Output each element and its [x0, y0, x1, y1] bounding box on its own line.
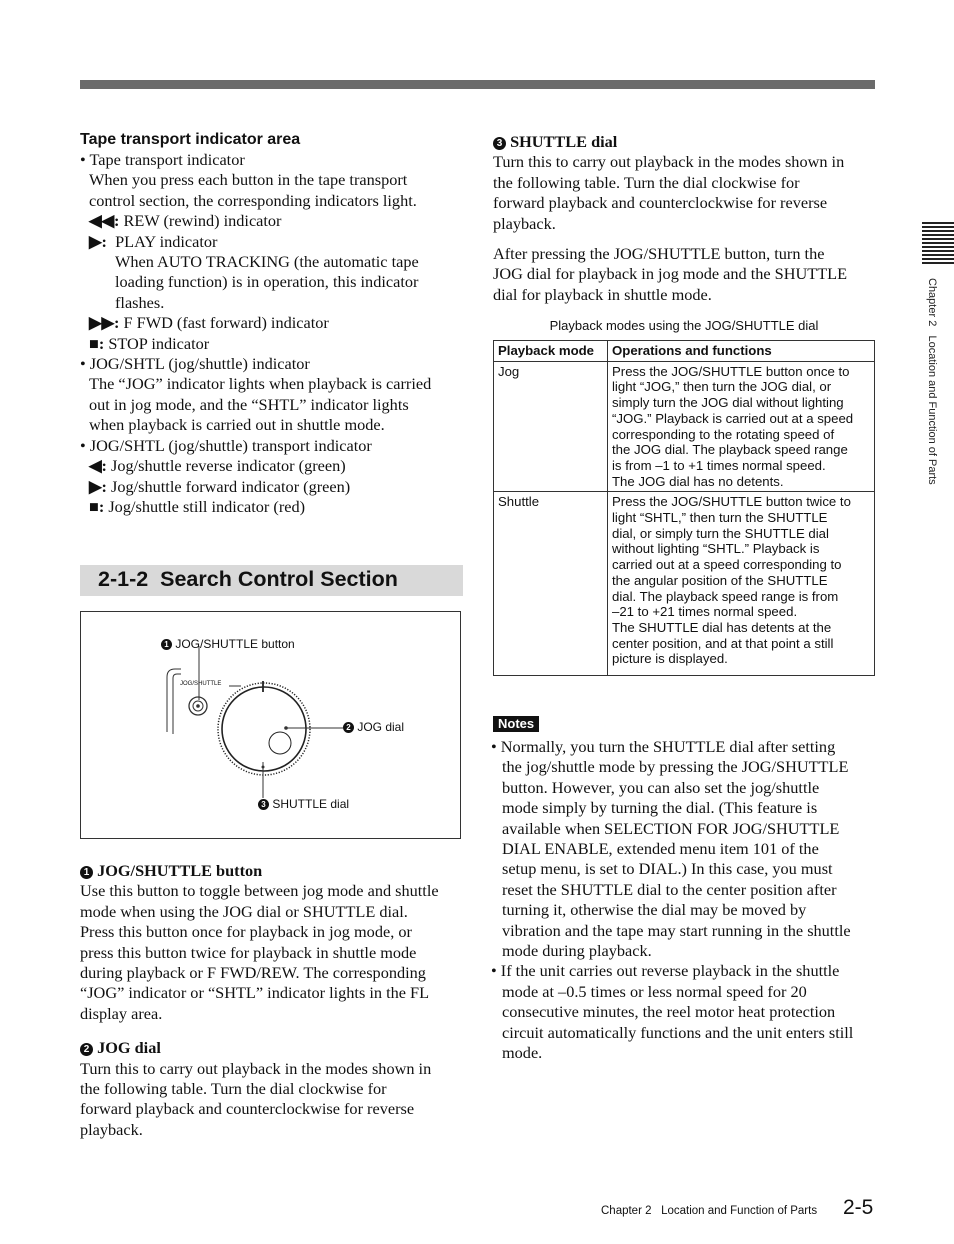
- rew-text: REW (rewind) indicator: [119, 211, 282, 231]
- still-line: [80, 497, 470, 517]
- note1-line: button. However, you can also set the jog/shuttle: [502, 777, 820, 797]
- shuttle-desc-line: the angular position of the SHUTTLE: [612, 572, 828, 588]
- jog-desc-line: simply turn the JOG dial without lighting: [612, 395, 844, 411]
- jogbtn-line-2: mode when using the JOG dial or SHUTTLE dial.: [80, 901, 408, 921]
- table-header-row: [494, 341, 875, 362]
- ff-line: [80, 313, 470, 333]
- playback-modes-table: [493, 340, 875, 676]
- table-cell-mode: Shuttle: [494, 492, 608, 676]
- number-2-icon: 2: [343, 722, 354, 733]
- play-text: PLAY indicator: [106, 231, 218, 251]
- shuttle-desc-line: dial. The playback speed range is from: [612, 588, 839, 604]
- section-heading-bar: [80, 565, 463, 596]
- after-line-2: JOG dial for playback in jog mode and the SHUTTLE: [493, 264, 848, 284]
- shuttle-heading: [493, 132, 878, 152]
- reverse-icon: ◀:: [89, 456, 107, 476]
- figure-label-1-text: JOG/SHUTTLE button: [175, 637, 295, 651]
- fwd-text: Jog/shuttle forward indicator (green): [106, 476, 351, 496]
- tape-desc-2: control section, the corresponding indicators light.: [89, 190, 417, 210]
- table-cell-desc: [608, 492, 875, 676]
- figure-label-2-text: JOG dial: [357, 720, 405, 734]
- fast-forward-icon: ▶▶:: [89, 313, 120, 333]
- jogbtn-line-4: press this button twice for playback in shuttle mode: [80, 942, 417, 962]
- bullet-tape-transport: • Tape transport indicator: [80, 150, 245, 169]
- shuttle-desc-line: without lighting “SHTL.” Playback is: [612, 541, 820, 557]
- section-title: 2-1-2 Search Control Section: [98, 567, 398, 591]
- jogdial-line-1: Turn this to carry out playback in the modes shown in: [80, 1058, 432, 1078]
- figure-label-3-text: SHUTTLE dial: [272, 797, 350, 811]
- shuttle-line-2: the following table. Turn the dial clockwise for: [493, 172, 800, 192]
- jogbtn-line-6: “JOG” indicator or “SHTL” indicator lights in the FL: [80, 983, 430, 1003]
- header-rule: [80, 80, 875, 89]
- stop-line: [80, 334, 470, 354]
- notes-label: Notes: [493, 716, 539, 732]
- note1-line: turning it, otherwise the dial may be moved by: [502, 900, 807, 920]
- note2-line: • If the unit carries out reverse playback in the shuttle: [491, 961, 840, 981]
- stop-text: STOP indicator: [104, 333, 210, 353]
- jogbtn-line-7: display area.: [80, 1003, 163, 1023]
- tape-desc-1: When you press each button in the tape transport: [89, 170, 408, 190]
- note1-line: mode simply by turning the dial. (This feature is: [502, 798, 818, 818]
- shuttle-desc-line: picture is displayed.: [612, 651, 728, 667]
- jogbtn-line-1: Use this button to toggle between jog mode and shuttle: [80, 881, 439, 901]
- still-text: Jog/shuttle still indicator (red): [104, 496, 306, 516]
- jog-shtl-desc-2: out in jog mode, and the “SHTL” indicator lights: [89, 394, 409, 414]
- tape-indicator-section: [80, 130, 470, 517]
- jog-desc-line: The JOG dial has no detents.: [612, 473, 784, 489]
- number-1-icon: 1: [161, 639, 172, 650]
- jog-desc-line: corresponding to the rotating speed of: [612, 426, 835, 442]
- note1-line: mode during playback.: [502, 941, 652, 961]
- rev-line: [80, 456, 470, 476]
- figure-label-3: [258, 797, 349, 811]
- table-row: [494, 492, 875, 676]
- rew-line: [80, 211, 470, 231]
- footer-chapter: Chapter 2 Location and Function of Parts: [601, 1205, 818, 1217]
- table-cell-desc: [608, 361, 875, 492]
- jogbtn-line-3: Press this button once for playback in jog mode, or: [80, 922, 412, 942]
- jogdial-heading: [80, 1038, 470, 1058]
- note2-line: circuit automatically functions and the unit enters still: [502, 1022, 854, 1042]
- jog-shuttle-button-section: [80, 861, 470, 1140]
- shuttle-desc-line: light “SHTL,” then turn the SHUTTLE: [612, 510, 828, 526]
- tape-heading: Tape transport indicator area: [80, 131, 301, 148]
- shuttle-desc-line: Press the JOG/SHUTTLE button twice to: [612, 494, 851, 510]
- jog-shtl-desc-1: The “JOG” indicator lights when playback is carried: [89, 374, 432, 394]
- note1-line: the jog/shuttle mode by pressing the JOG/SHUTTLE: [502, 757, 849, 777]
- play-desc-1: When AUTO TRACKING (the automatic tape: [115, 252, 419, 272]
- shuttle-dial-section: [493, 132, 878, 305]
- shuttle-title: SHUTTLE dial: [510, 132, 618, 151]
- jogbtn-line-5: during playback or F FWD/REW. The corresponding: [80, 963, 426, 983]
- note1-line: reset the SHUTTLE dial to the center position after: [502, 879, 837, 899]
- note2-line: consecutive minutes, the reel motor heat protection: [502, 1002, 836, 1022]
- jog-desc-line: “JOG.” Playback is carried out at a speed: [612, 410, 854, 426]
- chapter-tab-marker: [922, 222, 954, 268]
- jogbtn-title: JOG/SHUTTLE button: [97, 861, 263, 880]
- jog-shuttle-figure: [80, 611, 461, 839]
- jog-desc-line: the JOG dial. The playback speed range: [612, 442, 848, 458]
- number-1-icon: 1: [80, 866, 93, 879]
- jogbtn-heading: [80, 861, 470, 881]
- table-header: Playback mode: [494, 341, 608, 362]
- jog-shtl-desc-3: when playback is carried out in shuttle mode.: [89, 415, 385, 435]
- note2-line: mode.: [502, 1043, 543, 1063]
- after-line-1: After pressing the JOG/SHUTTLE button, turn the: [493, 244, 825, 264]
- figure-label-2: [343, 720, 404, 734]
- note1-line: setup menu, is set to DIAL.) In this case, you must: [502, 859, 833, 879]
- rew-icon: ◀◀:: [89, 211, 120, 231]
- page-number: 2-5: [843, 1196, 874, 1219]
- table-row: [494, 361, 875, 492]
- stop-icon: ■:: [89, 333, 105, 353]
- notes-label-wrap: [493, 715, 539, 733]
- play-desc-2: loading function) is in operation, this indicator: [115, 272, 419, 292]
- jogdial-line-3: forward playback and counterclockwise for reverse: [80, 1099, 415, 1119]
- bullet-jog-shtl: • JOG/SHTL (jog/shuttle) indicator: [80, 354, 310, 374]
- shuttle-line-4: playback.: [493, 213, 556, 233]
- panel-label: JOG/SHUTTLE: [180, 681, 222, 687]
- jogdial-line-4: playback.: [80, 1119, 143, 1139]
- jog-desc-line: Press the JOG/SHUTTLE button once to: [612, 363, 850, 379]
- jog-desc-line: light “JOG,” then turn the JOG dial, or: [612, 379, 832, 395]
- number-2-icon: 2: [80, 1043, 93, 1056]
- table-header: Operations and functions: [608, 341, 875, 362]
- note1-line: available when SELECTION FOR JOG/SHUTTLE: [502, 818, 840, 838]
- shuttle-line-3: forward playback and counterclockwise for reverse: [493, 193, 828, 213]
- note2-line: mode at –0.5 times or less normal speed for 20: [502, 981, 807, 1001]
- bullet-jog-shtl-transport: • JOG/SHTL (jog/shuttle) transport indicator: [80, 435, 372, 455]
- play-line: [80, 232, 470, 252]
- still-icon: ■:: [89, 496, 105, 516]
- shuttle-desc-line: center position, and at that point a still: [612, 635, 834, 651]
- figure-label-1: [161, 637, 295, 651]
- number-3-icon: 3: [493, 137, 506, 150]
- play-desc-3: flashes.: [115, 292, 165, 312]
- number-3-icon: 3: [258, 799, 269, 810]
- rev-text: Jog/shuttle reverse indicator (green): [106, 456, 346, 476]
- shuttle-desc-line: The SHUTTLE dial has detents at the: [612, 619, 832, 635]
- ff-text: F FWD (fast forward) indicator: [119, 313, 329, 333]
- jogdial-title: JOG dial: [97, 1038, 161, 1058]
- after-line-3: dial for playback in shuttle mode.: [493, 284, 712, 304]
- note1-line: vibration and the tape may start running in the shuttle: [502, 920, 851, 940]
- note1-line: DIAL ENABLE, extended menu item 101 of the: [502, 839, 819, 859]
- shuttle-desc-line: carried out at a speed corresponding to: [612, 557, 842, 573]
- fwd-line: [80, 477, 470, 497]
- shuttle-line-1: Turn this to carry out playback in the modes shown in: [493, 152, 845, 172]
- notes-section: [491, 737, 881, 1064]
- play-icon: ▶:: [89, 231, 107, 251]
- side-chapter-label: Chapter 2 Location and Function of Parts: [926, 278, 938, 485]
- jog-desc-line: is from –1 to +1 times normal speed.: [612, 457, 826, 473]
- shuttle-desc-line: dial, or simply turn the SHUTTLE dial: [612, 525, 829, 541]
- table-caption: Playback modes using the JOG/SHUTTLE dial: [549, 318, 819, 333]
- shuttle-desc-line: –21 to +21 times normal speed.: [612, 604, 798, 620]
- table-cell-mode: Jog: [494, 361, 608, 492]
- note1-line: • Normally, you turn the SHUTTLE dial after setting: [491, 737, 836, 756]
- jogdial-line-2: the following table. Turn the dial clockwise for: [80, 1079, 387, 1099]
- forward-icon: ▶:: [89, 476, 107, 496]
